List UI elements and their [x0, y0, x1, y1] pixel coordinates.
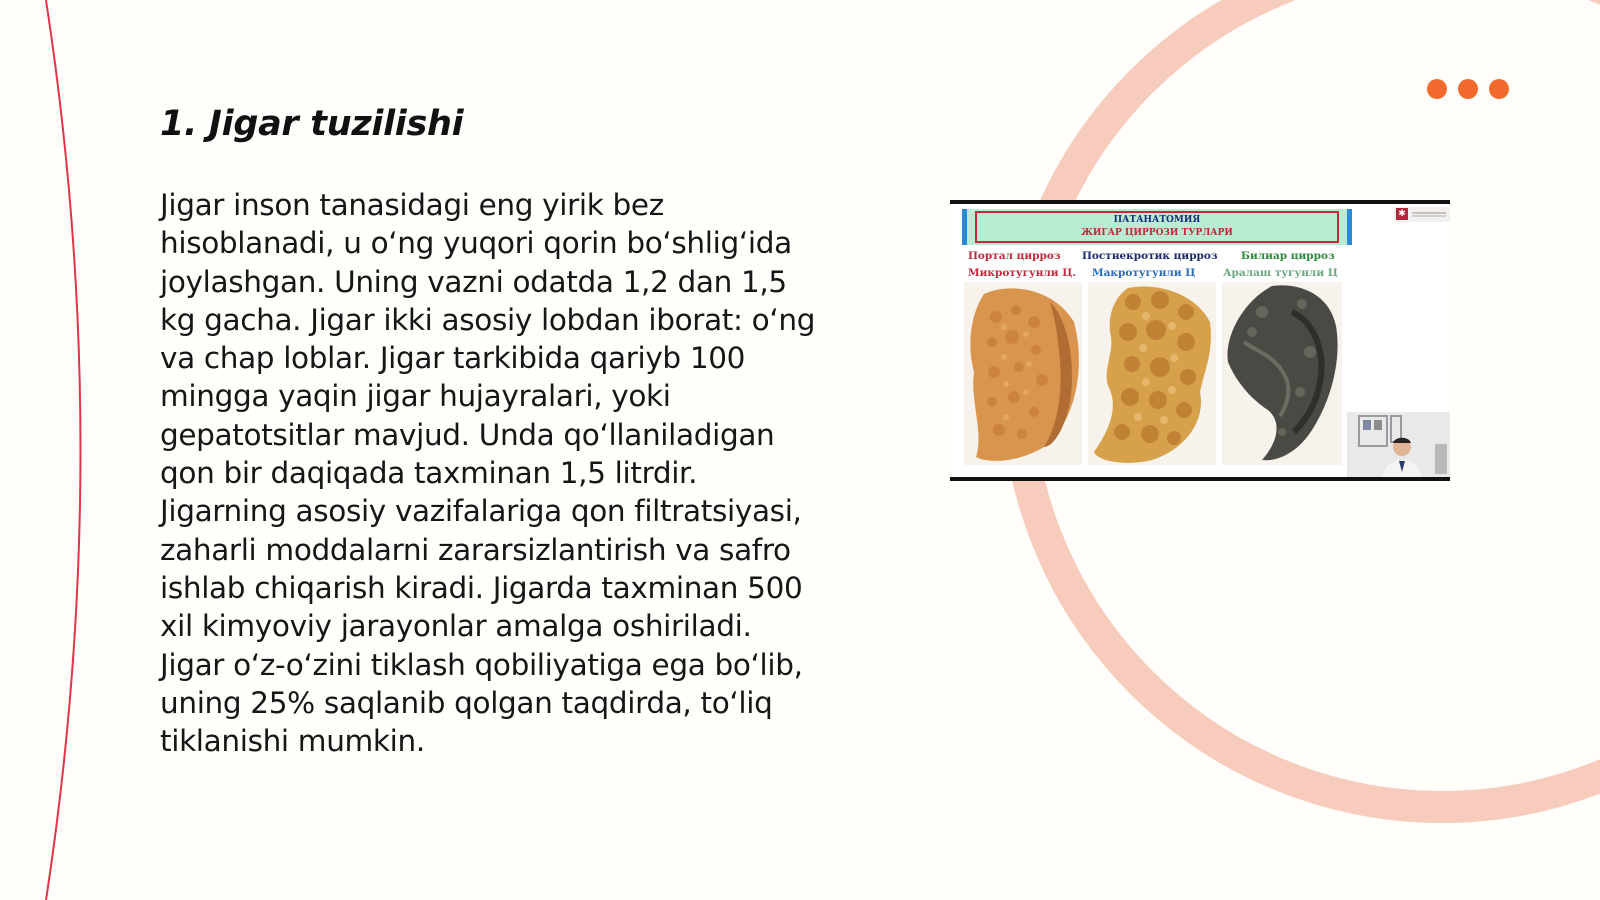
column-3-subtitle: Аралаш тугунли Ц [1223, 267, 1338, 279]
column-1-subtitle: Микротугунли Ц. [968, 267, 1077, 279]
embedded-video-frame[interactable] [950, 200, 1450, 481]
body-line: Jigar o‘z-o‘zini tiklash qobiliyatiga ega bo‘lib, [160, 647, 803, 682]
video-slide-header-box [975, 211, 1339, 243]
video-slide-header [962, 209, 1352, 245]
column-3-title: Билиар цирроз [1241, 250, 1335, 262]
dot [1489, 79, 1509, 99]
body-line: uning 25% saqlanib qolgan taqdirda, to‘liq [160, 685, 773, 720]
liver-specimen-1-image [964, 282, 1082, 465]
body-line: tiklanishi mumkin. [160, 724, 425, 759]
presenter-webcam-icon [1347, 412, 1450, 481]
body-line: kg gacha. Jigar ikki asosiy lobdan iborat: o‘ng [160, 302, 816, 337]
body-line: mingga yaqin jigar hujayralari, yoki [160, 379, 671, 414]
slide-title: 1. Jigar tuzilishi [160, 104, 464, 144]
video-header-line2: ЖИГАР ЦИРРОЗИ ТУРЛАРИ [1081, 228, 1233, 238]
body-line: zaharli moddalarni zararsizlantirish va safro [160, 532, 791, 567]
body-line: Jigarning asosiy vazifalariga qon filtratsiyasi, [160, 494, 802, 529]
liver-specimen-2-image [1088, 282, 1216, 465]
body-line: gepatotsitlar mavjud. Unda qo‘llaniladigan [160, 417, 775, 452]
menu-dots-icon [1427, 79, 1509, 99]
body-line: qon bir daqiqada taxminan 1,5 litrdir. [160, 456, 698, 491]
body-line: hisoblanadi, u o‘ng yuqori qorin bo‘shlig‘ida [160, 226, 792, 261]
body-line: va chap loblar. Jigar tarkibida qariyb 100 [160, 341, 746, 376]
dot [1427, 79, 1447, 99]
liver-specimen-3-image [1222, 282, 1342, 465]
column-2-subtitle: Макротугунли Ц [1092, 267, 1196, 279]
body-line: joylashgan. Uning vazni odatda 1,2 dan 1,5 [160, 264, 787, 299]
body-line: ishlab chiqarish kiradi. Jigarda taxminan 500 [160, 570, 803, 605]
university-logo-icon: ✱ [1394, 207, 1450, 222]
left-accent-line [46, 0, 81, 900]
slide-body-text [160, 186, 860, 760]
column-1-title: Портал цирроз [968, 250, 1061, 262]
body-line: Jigar inson tanasidagi eng yirik bez [160, 188, 664, 222]
body-line: xil kimyoviy jarayonlar amalga oshiriladi. [160, 609, 752, 644]
dot [1458, 79, 1478, 99]
column-2-title: Постнекротик цирроз [1082, 250, 1218, 262]
video-header-line1: ПАТАНАТОМИЯ [1113, 215, 1201, 225]
